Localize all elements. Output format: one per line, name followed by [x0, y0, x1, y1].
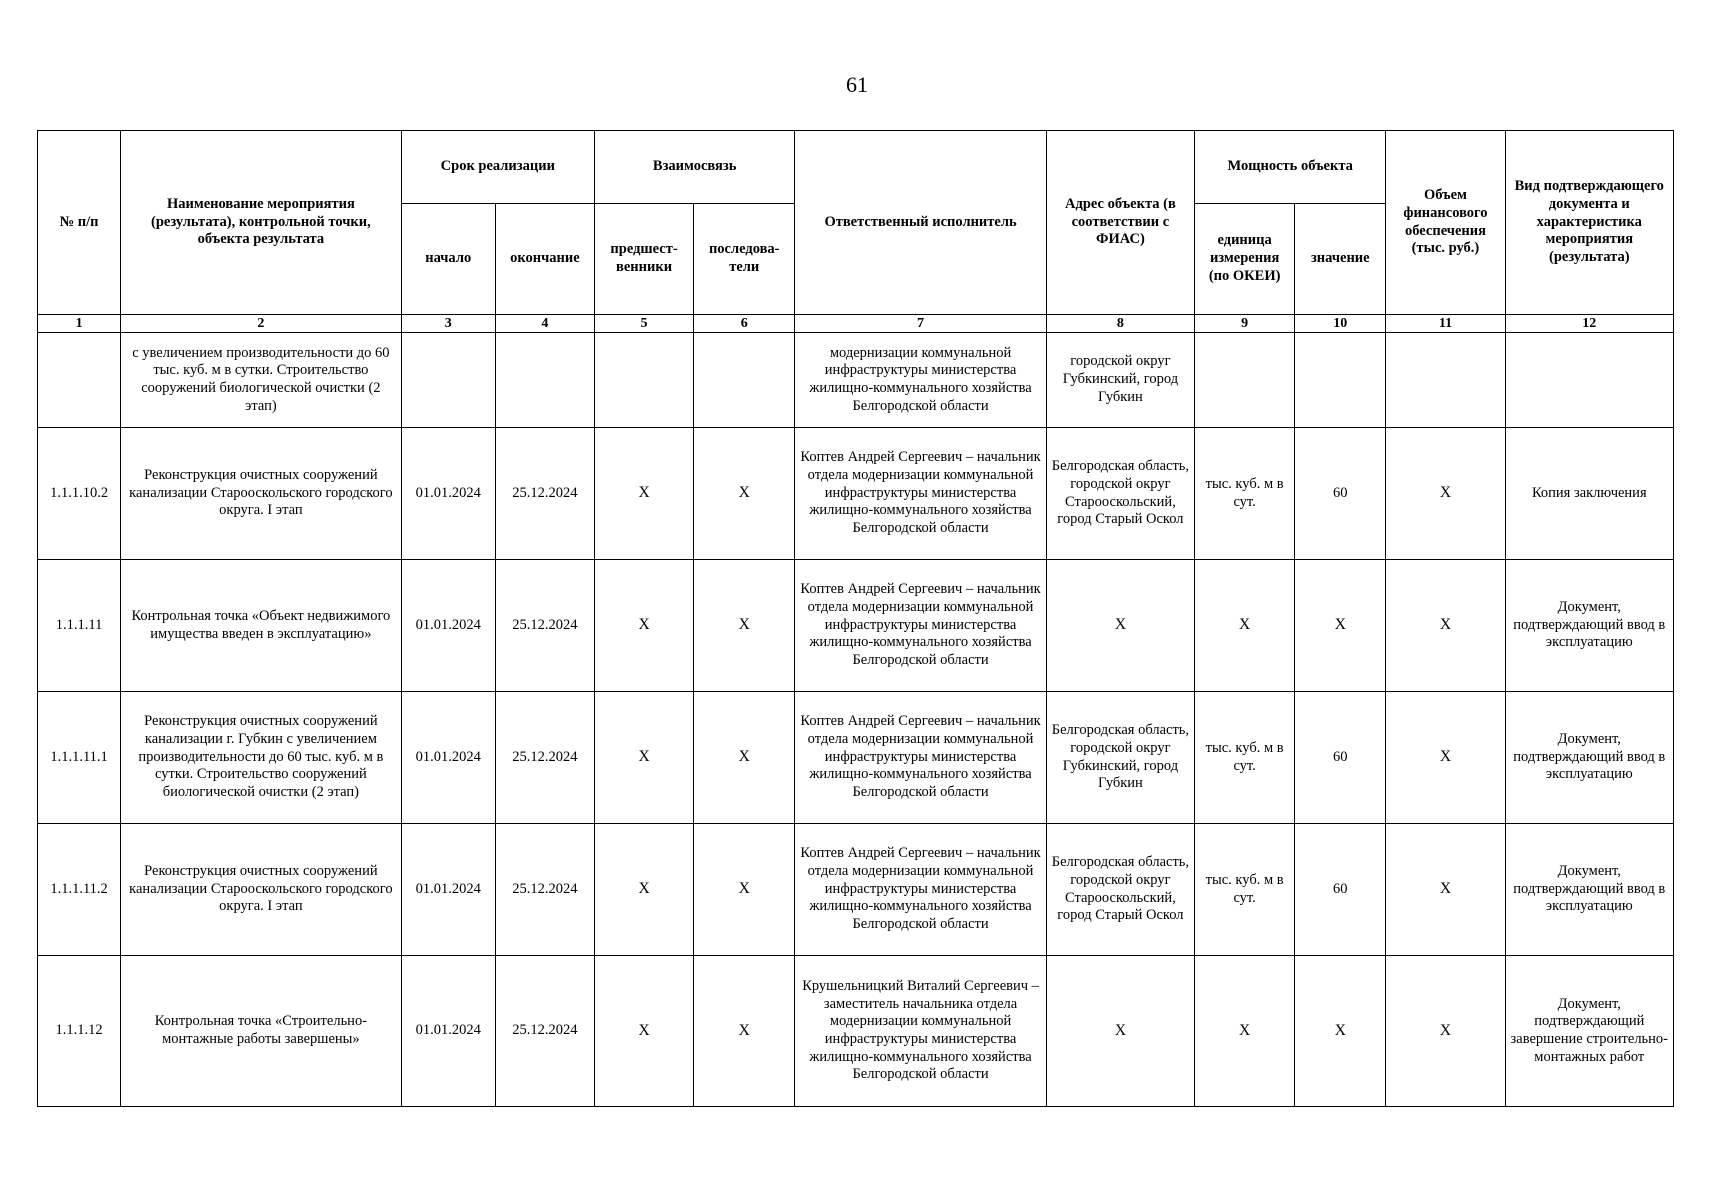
- header-value: значение: [1295, 204, 1386, 315]
- column-number: 9: [1195, 315, 1295, 333]
- executor: Коптев Андрей Сергеевич – начальник отдела модернизации коммунальной инфраструктуры министерства жилищно-коммунального хозяйства Белгородской области: [795, 824, 1046, 956]
- header-activity-name: Наименование мероприятия (результата), контрольной точки, объекта результата: [121, 131, 402, 315]
- table-row: [38, 692, 1674, 824]
- table-row: [38, 560, 1674, 692]
- predecessors: X: [594, 560, 693, 692]
- executor: Коптев Андрей Сергеевич – начальник отдела модернизации коммунальной инфраструктуры министерства жилищно-коммунального хозяйства Белгородской области: [795, 428, 1046, 560]
- row-number: [38, 333, 121, 428]
- address: городской округ Губкинский, город Губкин: [1046, 333, 1194, 428]
- successors: X: [694, 956, 795, 1107]
- column-number: 8: [1046, 315, 1194, 333]
- column-number: 4: [495, 315, 594, 333]
- unit: тыс. куб. м в сут.: [1195, 428, 1295, 560]
- column-number: 5: [594, 315, 693, 333]
- page-number: 61: [846, 72, 868, 97]
- capacity-value: X: [1295, 956, 1386, 1107]
- header-executor: Ответственный исполнитель: [795, 131, 1046, 315]
- start-date: 01.01.2024: [401, 956, 495, 1107]
- successors: X: [694, 560, 795, 692]
- start-date: 01.01.2024: [401, 560, 495, 692]
- executor: Коптев Андрей Сергеевич – начальник отдела модернизации коммунальной инфраструктуры министерства жилищно-коммунального хозяйства Белгородской области: [795, 560, 1046, 692]
- finance: X: [1386, 824, 1505, 956]
- capacity-value: 60: [1295, 428, 1386, 560]
- header-address: Адрес объекта (в соответствии с ФИАС): [1046, 131, 1194, 315]
- header-start: начало: [401, 204, 495, 315]
- executor: модернизации коммунальной инфраструктуры министерства жилищно-коммунального хозяйства Белгородской области: [795, 333, 1046, 428]
- row-number: 1.1.1.10.2: [38, 428, 121, 560]
- document-type: Документ, подтверждающий ввод в эксплуатацию: [1505, 560, 1673, 692]
- document-type: Копия заключения: [1505, 428, 1673, 560]
- successors: X: [694, 692, 795, 824]
- unit: [1195, 333, 1295, 428]
- header-relation-group: Взаимосвязь: [594, 131, 794, 204]
- finance: X: [1386, 428, 1505, 560]
- table-header: [38, 131, 1674, 333]
- column-number-row: [38, 315, 1674, 333]
- row-number: 1.1.1.11: [38, 560, 121, 692]
- end-date: 25.12.2024: [495, 692, 594, 824]
- column-number: 12: [1505, 315, 1673, 333]
- column-number: 6: [694, 315, 795, 333]
- header-end: окончание: [495, 204, 594, 315]
- document-type: Документ, подтверждающий ввод в эксплуатацию: [1505, 824, 1673, 956]
- address: Белгородская область, городской округ Старооскольский, город Старый Оскол: [1046, 428, 1194, 560]
- end-date: 25.12.2024: [495, 956, 594, 1107]
- header-document: Вид подтверждающего документа и характеристика мероприятия (результата): [1505, 131, 1673, 315]
- finance: X: [1386, 560, 1505, 692]
- row-number: 1.1.1.11.1: [38, 692, 121, 824]
- document-type: Документ, подтверждающий ввод в эксплуатацию: [1505, 692, 1673, 824]
- activity-name: с увеличением производительности до 60 тыс. куб. м в сутки. Строительство сооружений биологической очистки (2 этап): [121, 333, 402, 428]
- document-type: [1505, 333, 1673, 428]
- start-date: [401, 333, 495, 428]
- capacity-value: 60: [1295, 824, 1386, 956]
- activity-name: Реконструкция очистных сооружений канализации Старооскольского городского округа. I этап: [121, 428, 402, 560]
- header-period-group: Срок реализации: [401, 131, 594, 204]
- header-successors: последова-тели: [694, 204, 795, 315]
- activity-name: Реконструкция очистных сооружений канализации г. Губкин с увеличением производительности до 60 тыс. куб. м в сутки. Строительство сооружений биологической очистки (2 этап): [121, 692, 402, 824]
- header-number: № п/п: [38, 131, 121, 315]
- header-predecessors: предшест-венники: [594, 204, 693, 315]
- successors: X: [694, 824, 795, 956]
- end-date: 25.12.2024: [495, 428, 594, 560]
- start-date: 01.01.2024: [401, 428, 495, 560]
- capacity-value: 60: [1295, 692, 1386, 824]
- capacity-value: X: [1295, 560, 1386, 692]
- table-row: [38, 824, 1674, 956]
- capacity-value: [1295, 333, 1386, 428]
- column-number: 1: [38, 315, 121, 333]
- start-date: 01.01.2024: [401, 692, 495, 824]
- predecessors: X: [594, 692, 693, 824]
- start-date: 01.01.2024: [401, 824, 495, 956]
- finance: X: [1386, 956, 1505, 1107]
- unit: тыс. куб. м в сут.: [1195, 824, 1295, 956]
- column-number: 2: [121, 315, 402, 333]
- end-date: [495, 333, 594, 428]
- activities-table: [37, 130, 1674, 1107]
- end-date: 25.12.2024: [495, 560, 594, 692]
- unit: X: [1195, 560, 1295, 692]
- row-number: 1.1.1.12: [38, 956, 121, 1107]
- document-type: Документ, подтверждающий завершение строительно-монтажных работ: [1505, 956, 1673, 1107]
- predecessors: [594, 333, 693, 428]
- header-capacity-group: Мощность объекта: [1195, 131, 1386, 204]
- table-row: [38, 956, 1674, 1107]
- column-number: 3: [401, 315, 495, 333]
- predecessors: X: [594, 956, 693, 1107]
- column-number: 11: [1386, 315, 1505, 333]
- column-number: 7: [795, 315, 1046, 333]
- activity-name: Контрольная точка «Объект недвижимого имущества введен в эксплуатацию»: [121, 560, 402, 692]
- activity-name: Контрольная точка «Строительно-монтажные работы завершены»: [121, 956, 402, 1107]
- table-body: [38, 333, 1674, 1107]
- executor: Коптев Андрей Сергеевич – начальник отдела модернизации коммунальной инфраструктуры министерства жилищно-коммунального хозяйства Белгородской области: [795, 692, 1046, 824]
- end-date: 25.12.2024: [495, 824, 594, 956]
- column-number: 10: [1295, 315, 1386, 333]
- address: Белгородская область, городской округ Губкинский, город Губкин: [1046, 692, 1194, 824]
- table-row: [38, 333, 1674, 428]
- header-finance: Объем финансового обеспечения (тыс. руб.): [1386, 131, 1505, 315]
- unit: X: [1195, 956, 1295, 1107]
- row-number: 1.1.1.11.2: [38, 824, 121, 956]
- successors: [694, 333, 795, 428]
- unit: тыс. куб. м в сут.: [1195, 692, 1295, 824]
- activity-name: Реконструкция очистных сооружений канализации Старооскольского городского округа. I этап: [121, 824, 402, 956]
- address: Белгородская область, городской округ Старооскольский, город Старый Оскол: [1046, 824, 1194, 956]
- executor: Крушельницкий Виталий Сергеевич – заместитель начальника отдела модернизации коммунальной инфраструктуры министерства жилищно-коммунального хозяйства Белгородской области: [795, 956, 1046, 1107]
- successors: X: [694, 428, 795, 560]
- table-row: [38, 428, 1674, 560]
- predecessors: X: [594, 824, 693, 956]
- header-unit: единица измерения (по ОКЕИ): [1195, 204, 1295, 315]
- address: X: [1046, 560, 1194, 692]
- address: X: [1046, 956, 1194, 1107]
- finance: [1386, 333, 1505, 428]
- predecessors: X: [594, 428, 693, 560]
- finance: X: [1386, 692, 1505, 824]
